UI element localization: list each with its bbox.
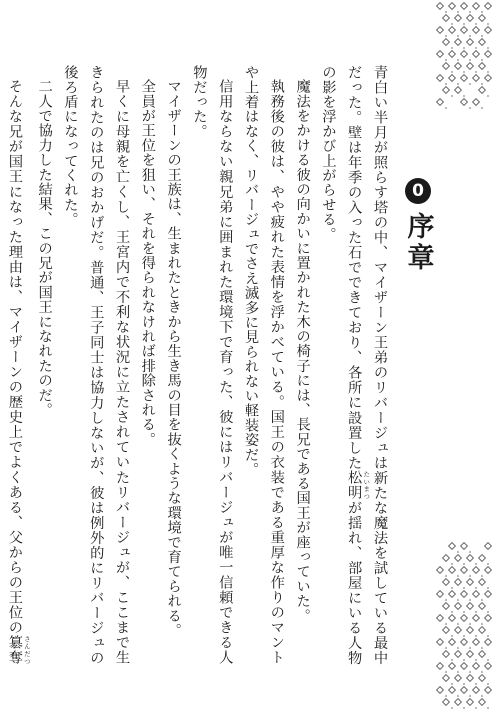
chapter-number-badge: 0 [405,178,431,204]
paragraph [0,65,31,665]
paragraph [237,65,289,665]
text-segment: そんな兄が国王になった理由は、マイザーンの歴史上でよくある、父からの王位の [6,79,23,636]
ruby-reading: たいまつ [362,470,371,500]
text-segment: 二人で協力した結果、この兄が国王になれたのだ。 [36,79,53,418]
paragraph [289,65,315,665]
text-segment: 執務後の彼は、やや疲れた表情を浮かべている。国王の衣装である重厚な作りのマントや上着はなく、リバージュでさえ滅多に見られない軽装姿だ。 [243,65,285,665]
text-segment: 早くに母親を亡くし、王宮内で不利な状況に立たされていたリバージュが、ここまで生きられたのは兄のおかげだ。普通、王子同士は協力しないが、彼は例外的にリバージュの後ろ盾になってくれた。 [62,65,131,665]
ruby-word [346,470,371,501]
text-segment: 魔法をかける彼の向かいに置かれた木の椅子には、長兄である国王が座っていた。 [294,79,311,624]
diamond-ornament-bottom-icon [434,540,496,715]
text-segment: マイザーンの王族は、生まれたときから生き馬の目を抜くような環境で育てられる。 [165,79,182,638]
paragraph [57,65,134,665]
paragraph [134,65,160,665]
paragraph [186,65,238,665]
text-segment: 青白い半月が照らす塔の中、マイザーン王弟のリバージュは新たな魔法を試している最中だった。壁は年季の入った石でできており、各所に設置した [346,65,388,665]
paragraph [31,65,57,665]
paragraph [315,65,392,665]
text-segment: が揺れ、部屋にいる人物の影を浮かび上がらせる。 [320,65,363,665]
text-segment: 全員が王位を狙い、それを得られなければ排除される。 [139,79,156,447]
ruby-word [6,635,31,665]
paragraph [160,65,186,665]
text-segment: 信用ならない親兄弟に囲まれた環境下で育った、彼にはリバージュが唯一信頼できる人物だった。 [191,65,234,665]
ruby-base: 簒奪 [6,635,23,665]
ruby-base: 松明 [346,470,363,501]
ruby-reading: さんだつ [22,635,31,665]
body-text [7,65,392,665]
chapter-heading [398,178,438,274]
chapter-title: 序章 [402,212,434,274]
diamond-ornament-top-icon [434,0,496,115]
